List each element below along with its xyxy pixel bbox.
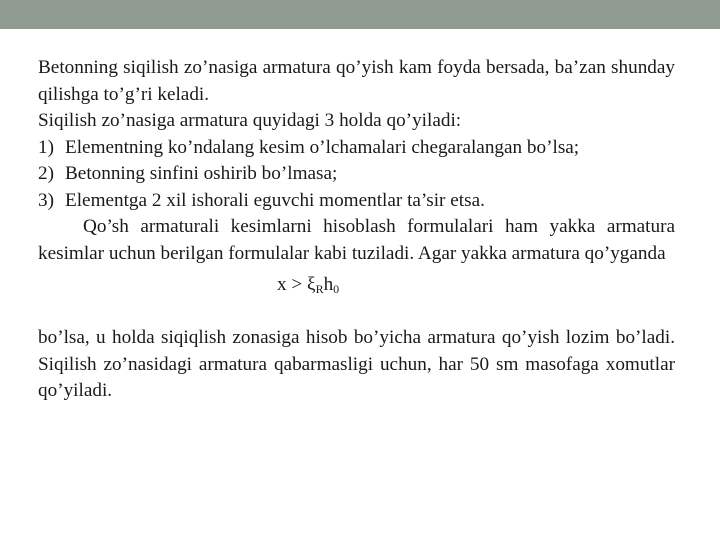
- list-number: 2): [38, 163, 54, 184]
- formula: [38, 271, 675, 299]
- formula-subscript-zero: 0: [333, 282, 340, 296]
- paragraph-conclusion: bo’lsa, u holda siqiqlish zonasiga hisob bo’yicha armatura qo’yish lozim bo’ladi. Siqilish zo’nasidagi armatura qabarmasligi uchun, har 50 sm masofaga xomutlar qo’yiladi.: [38, 327, 675, 401]
- paragraph-double-reinforcement: Qo’sh armaturali kesimlarni hisoblash formulalari ham yakka armatura kesimlar uchun berilgan formulalar kabi tuziladi. Agar yakka armatura qo’yganda: [38, 216, 675, 264]
- list-text: Elementga 2 xil ishorali eguvchi momentlar ta’sir etsa.: [65, 189, 485, 211]
- paragraph-intro: Betonning siqilish zo’nasiga armatura qo’yish kam foyda bersada, ba’zan shunday qilishga to’g’ri keladi.: [38, 57, 675, 105]
- top-decorative-bar: [0, 0, 720, 29]
- list-number: 3): [38, 189, 54, 211]
- list-item: [38, 161, 675, 188]
- list-item: [38, 135, 675, 162]
- list-text: Betonning sinfini oshirib bo’lmasa;: [65, 163, 338, 184]
- formula-h: h: [323, 274, 334, 295]
- formula-subscript-r: R: [315, 282, 324, 296]
- list-number: 1): [38, 136, 54, 158]
- slide-body: [38, 55, 675, 405]
- paragraph-list-lead: Siqilish zo’nasiga armatura quyidagi 3 holda qo’yiladi:: [38, 110, 462, 131]
- list-text: Elementning ko’ndalang kesim o’lchamalari chegaralangan bo’lsa;: [65, 136, 580, 158]
- list-item: [38, 188, 675, 215]
- formula-lhs: x > ξ: [277, 274, 316, 295]
- spacer: [38, 299, 675, 325]
